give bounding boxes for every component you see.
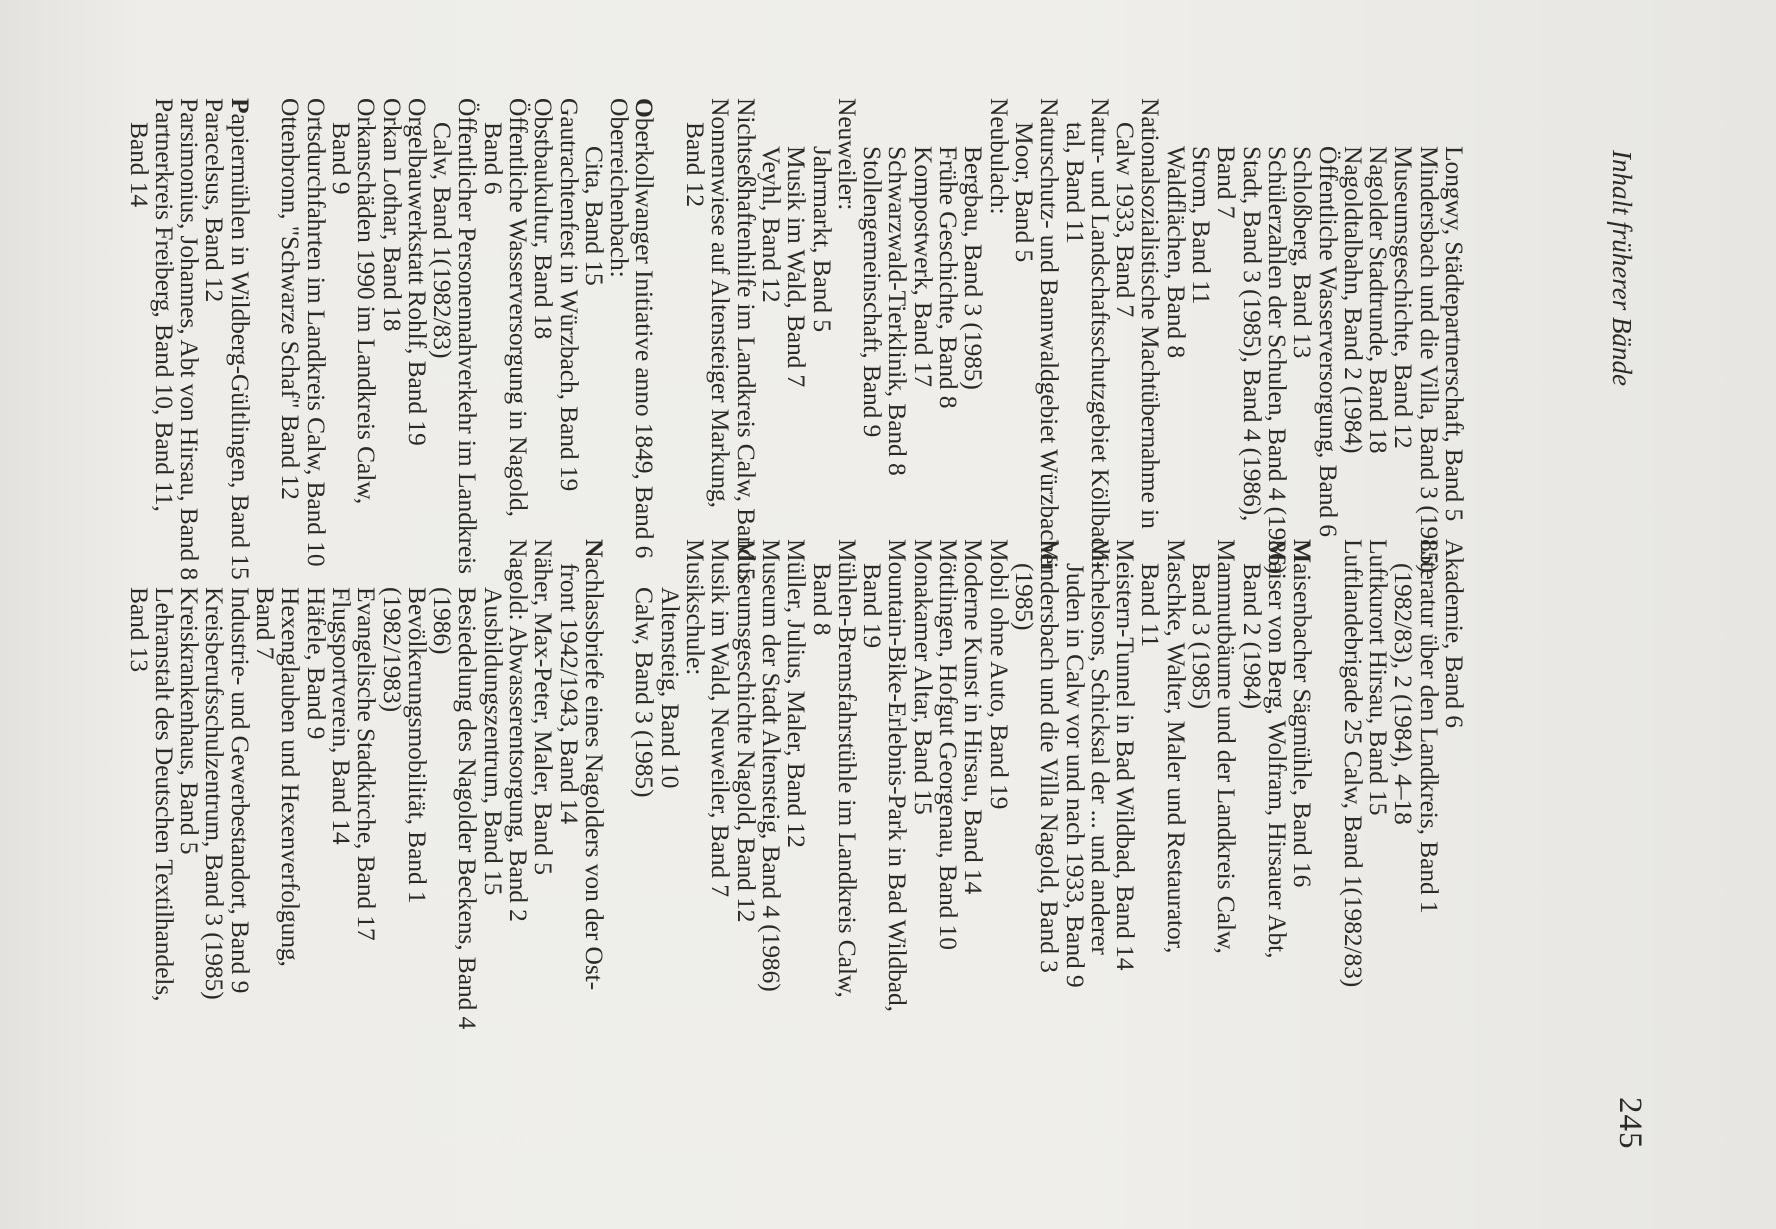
- index-entry-text: Akademie, Band 6: [1440, 539, 1469, 728]
- section-initial-letter: P: [225, 98, 255, 114]
- index-entry: [200, 539, 230, 1059]
- index-entry-text: Lehranstalt des Deutschen Textilhandels,: [149, 587, 179, 1002]
- index-entry: [959, 539, 989, 1059]
- index-entry-text: Veyhl, Band 12: [756, 146, 786, 303]
- index-entry: [149, 539, 179, 1059]
- index-entry-text: Bevölkerungsmobilität, Band 1: [402, 587, 432, 904]
- index-entry: [579, 539, 609, 1059]
- index-entry-text: Müller, Julius, Maler, Band 12: [782, 539, 812, 848]
- index-entry-text: (1986): [428, 587, 458, 655]
- index-entry-text: Partnerkreis Freiberg, Band 10, Band 11,: [149, 98, 179, 512]
- index-entry-text: Ausbildungszentrum, Band 15: [478, 587, 508, 896]
- index-entry: [858, 539, 888, 1059]
- index-entry-text: Calw, Band 1(1982/83): [428, 122, 458, 359]
- index-entry-text: berkollwanger Initiative anno 1849, Band 6: [630, 117, 660, 559]
- index-entry-text: Bergbau, Band 3 (1985): [959, 146, 989, 390]
- index-entry-text: Moor, Band 5: [1009, 122, 1039, 263]
- index-entry-text: Nationalsozialistische Machtübernahme in: [1136, 98, 1166, 529]
- index-entry-text: Paracelsus, Band 12: [200, 98, 230, 303]
- index-entry: [731, 539, 761, 1059]
- index-entry-text: Stadt, Band 3 (1985), Band 4 (1986),: [1237, 146, 1267, 522]
- index-entry: [453, 539, 483, 1059]
- index-entry: [1212, 539, 1242, 1059]
- index-entry-text: Öffentlicher Personennahverkehr im Landkreis: [453, 98, 483, 574]
- index-entry-text: Evangelische Stadtkirche, Band 17: [352, 587, 382, 941]
- index-entry-text: Gautrachtenfest in Würzbach, Band 19: [554, 98, 584, 492]
- index-entry-text: Industrie- und Gewerbestandort, Band 9: [225, 587, 255, 994]
- index-entry: [1111, 539, 1141, 1059]
- index-entry: [377, 539, 407, 1059]
- index-entry-text: front 1942/1943, Band 14: [554, 563, 584, 825]
- index-entry-text: Band 9: [326, 122, 356, 195]
- index-entry-text: Strom, Band 11: [1187, 146, 1217, 305]
- index-entry: [756, 539, 786, 1059]
- index-entry-text: Nagoldtalbahn, Band 2 (1984): [1338, 146, 1368, 454]
- index-entry: [807, 539, 837, 1059]
- index-entry: [1389, 539, 1419, 1059]
- index-entry-text: Band 19: [858, 563, 888, 649]
- index-entry: [1161, 539, 1191, 1059]
- index-entry-text: Nonnenwiese auf Altensteiger Markung,: [706, 98, 736, 508]
- index-entry-text: Luftlandebrigade 25 Calw, Band 1(1982/83): [1338, 539, 1368, 988]
- index-entry-text: Maiser von Berg, Wolfram, Hirsauer Abt,: [1262, 539, 1292, 959]
- index-entry-text: Orkanschäden 1990 im Landkreis Calw,: [352, 98, 382, 505]
- index-entry-text: Altensteig, Band 10: [655, 587, 685, 789]
- index-entry-text: Mindersbach und die Villa Nagold, Band 3: [1035, 539, 1065, 973]
- index-entry: [782, 539, 812, 1059]
- index-entry-text: Calw, Band 3 (1985): [630, 587, 660, 798]
- index-entry: [428, 539, 458, 1059]
- index-entry: [832, 539, 862, 1059]
- index-entry-text: Michelsons, Schicksal der ... und anderer: [1085, 539, 1115, 955]
- index-entry: [124, 539, 154, 1059]
- index-entry-text: Band 2 (1984): [1237, 563, 1267, 710]
- index-entry: [934, 539, 964, 1059]
- index-entry-text: (1982/83), 2 (1984), 4–18: [1389, 563, 1419, 825]
- index-entry-text: Juden in Calw vor und nach 1933, Band 9: [1060, 563, 1090, 988]
- index-entry-text: Band 7: [251, 587, 281, 660]
- index-entry-text: Öffentliche Wasserversorgung, Band 6: [1313, 146, 1343, 537]
- index-entry-text: Luftkurort Hirsau, Band 15: [1364, 539, 1394, 816]
- index-entry-text: Schwarzwald-Tierklinik, Band 8: [883, 146, 913, 476]
- index-entry-text: Band 13: [124, 587, 154, 673]
- index-entry-text: Obstbaukultur, Band 18: [529, 98, 559, 340]
- index-entry: [529, 539, 559, 1059]
- index-entry-text: Cita, Band 15: [579, 146, 609, 286]
- index-entry-text: Mountain-Bike-Erlebnis-Park in Bad Wildbad,: [883, 539, 913, 1012]
- index-entry-text: aisenbacher Sägmühle, Band 16: [1288, 562, 1318, 888]
- index-entry: [1085, 539, 1115, 1059]
- index-entry-text: Neuweiler:: [832, 98, 862, 211]
- index-entry-text: Parsimonius, Johannes, Abt von Hirsau, Band 8: [175, 98, 205, 581]
- index-entry-text: Band 8: [807, 563, 837, 636]
- section-gap: [1315, 539, 1340, 1059]
- index-entry-text: Frühe Geschichte, Band 8: [934, 146, 964, 409]
- index-entry-text: Literatur über den Landkreis, Band 1: [1414, 539, 1444, 914]
- index-entry-text: Musik im Wald, Band 7: [782, 146, 812, 388]
- section-initial-letter: O: [630, 98, 660, 118]
- index-entry-text: Nagolder Stadtrunde, Band 18: [1364, 146, 1394, 454]
- index-entry: [554, 539, 584, 1059]
- index-entry: [301, 539, 331, 1059]
- index-entry-text: Monakamer Altar, Band 15: [908, 539, 938, 815]
- section-initial-letter: M: [1288, 539, 1318, 563]
- index-entry: [352, 539, 382, 1059]
- index-entry-text: Möttlingen, Hofgut Georgenau, Band 10: [934, 539, 964, 950]
- index-entry: [630, 539, 660, 1059]
- index-entry-text: Museum der Stadt Altensteig, Band 4 (1986): [756, 539, 786, 992]
- index-entry-text: Band 7: [1212, 146, 1242, 219]
- index-entry: [478, 539, 508, 1059]
- index-entry-text: Kompostwerk, Band 17: [908, 146, 938, 387]
- index-entry: [225, 539, 255, 1059]
- index-entry-text: Besiedelung des Nagolder Beckens, Band 4: [453, 587, 483, 1030]
- index-entry-text: Calw 1933, Band 7: [1111, 122, 1141, 318]
- index-entry-text: Band 12: [681, 122, 711, 208]
- index-entry: [655, 539, 685, 1059]
- index-entry: [883, 539, 913, 1059]
- index-entry-text: Mühlen-Bremsfahrstühle im Landkreis Calw,: [832, 539, 862, 998]
- index-entry: [706, 539, 736, 1059]
- index-entry-text: Schloßberg, Band 13: [1288, 146, 1318, 359]
- index-entry-text: Nichtseßhaftenhilfe im Landkreis Calw, Band 5: [731, 98, 761, 581]
- index-entry-text: Jahrmarkt, Band 5: [807, 146, 837, 332]
- index-entry: [402, 539, 432, 1059]
- index-entry-text: Meistern-Tunnel in Bad Wildbad, Band 14: [1111, 539, 1141, 971]
- index-entry-text: Orkan Lothar, Band 18: [377, 98, 407, 332]
- index-entry: [1442, 539, 1467, 1059]
- index-entry-text: Orgelbauwerkstatt Rohlf, Band 19: [402, 98, 432, 446]
- index-entry-text: (1982/1983): [377, 587, 407, 712]
- index-entry-text: Museumsgeschichte, Band 12: [1389, 146, 1419, 449]
- index-entry: [1288, 539, 1318, 1059]
- index-entry-text: Neubulach:: [984, 98, 1014, 215]
- index-entry-text: Band 11: [1136, 563, 1166, 648]
- index-entry-text: Kreisberufsschulzentrum, Band 3 (1985): [200, 587, 230, 1000]
- index-entry-text: Mammutbäume und der Landkreis Calw,: [1212, 539, 1242, 954]
- index-entry: [251, 539, 281, 1059]
- index-entry-text: Museumsgeschichte Nagold, Band 12: [731, 539, 761, 923]
- index-entry: [1035, 539, 1065, 1059]
- index-entry-text: Naturschutz- und Bannwaldgebiet Würzbacher: [1035, 98, 1065, 573]
- index-entry: [1136, 539, 1166, 1059]
- index-entry: [1364, 539, 1394, 1059]
- running-head: Inhalt früherer Bände: [1607, 150, 1637, 386]
- index-entry-text: achlassbriefe eines Nagolders von der Ost-: [579, 557, 609, 991]
- index-entry-text: Häfele, Band 9: [301, 587, 331, 740]
- index-entry-text: Moderne Kunst in Hirsau, Band 14: [959, 539, 989, 895]
- index-entry: [1338, 539, 1368, 1059]
- index-entry-text: Musikschule:: [681, 539, 711, 676]
- index-entry-text: Hexenglauben und Hexenverfolgung,: [276, 587, 306, 967]
- index-entry-text: Musik im Wald, Neuweiler, Band 7: [706, 539, 736, 897]
- index-entry-text: Flugsportverein, Band 14: [326, 587, 356, 845]
- index-entry-text: Band 6: [478, 122, 508, 195]
- index-entry-text: Band 14: [124, 122, 154, 208]
- index-entry: [175, 539, 205, 1059]
- index-entry-text: Näher, Max-Peter, Maler, Band 5: [529, 539, 559, 875]
- index-entry-text: Stollengemeinschaft, Band 9: [858, 146, 888, 438]
- index-entry-text: apiermühlen in Wildberg-Gültlingen, Band 15: [225, 113, 255, 580]
- index-entry-text: Kreiskrankenhaus, Band 5: [175, 587, 205, 855]
- index-entry-text: Mobil ohne Auto, Band 19: [984, 539, 1014, 810]
- index-entry: [1060, 539, 1090, 1059]
- index-entry-text: Oberreichenbach:: [605, 98, 635, 278]
- index-entry-text: (1985): [1009, 563, 1039, 631]
- index-entry-text: Longwy, Städtepartnerschaft, Band 5: [1440, 146, 1469, 522]
- index-entry: [1009, 539, 1039, 1059]
- index-entry-text: Maschke, Walter, Maler und Restaurator,: [1161, 539, 1191, 954]
- section-gap: [607, 539, 632, 1059]
- index-entry-text: Nagold: Abwasserentsorgung, Band 2: [504, 539, 534, 922]
- index-entry: [908, 539, 938, 1059]
- index-entry: [1187, 539, 1217, 1059]
- index-entry: [1237, 539, 1267, 1059]
- index-entry: [681, 539, 711, 1059]
- index-entry: [326, 539, 356, 1059]
- index-entry-text: Band 3 (1985): [1187, 563, 1217, 710]
- index-entry-text: Waldflächen, Band 8: [1161, 146, 1191, 359]
- section-initial-letter: N: [579, 539, 609, 558]
- page-number: 245: [1612, 1097, 1648, 1150]
- index-entry: [276, 539, 306, 1059]
- index-entry-text: Ortsdurchfahrten im Landkreis Calw, Band 10: [301, 98, 331, 567]
- index-entry-text: Ottenbronn, "Schwarze Schaf" Band 12: [276, 98, 306, 500]
- index-entry-text: Mindersbach und die Villa, Band 3 (1985): [1414, 146, 1444, 573]
- index-entry: [1262, 539, 1292, 1059]
- index-entry: [1414, 539, 1444, 1059]
- index-entry-text: tal, Band 11: [1060, 122, 1090, 244]
- index-entry: [504, 539, 534, 1059]
- index-entry: [984, 539, 1014, 1059]
- index-entry-text: Schülerzahlen der Schulen, Band 4 (1986): [1262, 146, 1292, 574]
- index-entry-text: Öffentliche Wasserversorgung in Nagold,: [504, 98, 534, 517]
- index-column-left: [126, 539, 1467, 1059]
- index-entry-text: Natur- und Landschaftsschutzgebiet Köllbach-: [1085, 98, 1115, 570]
